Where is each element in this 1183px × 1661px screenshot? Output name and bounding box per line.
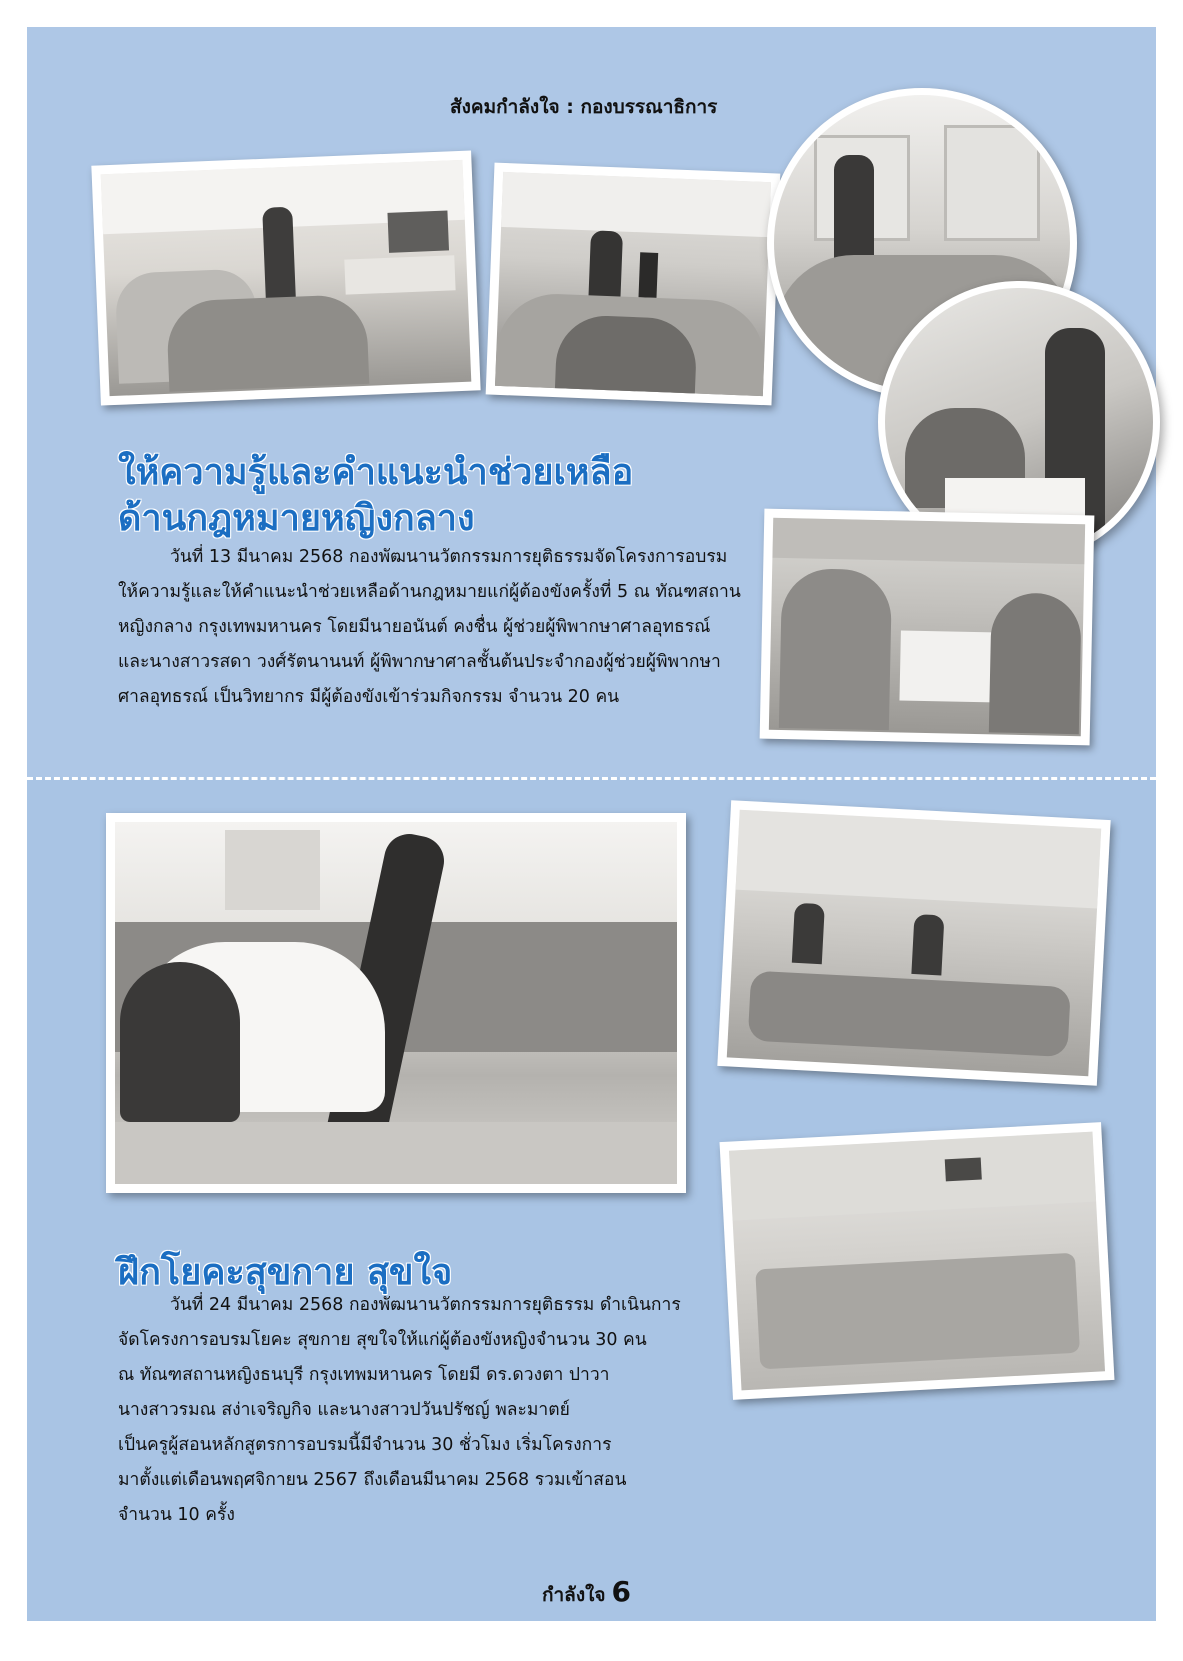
article2-body-line: มาตั้งแต่เดือนพฤศจิกายน 2567 ถึงเดือนมีนาคม 2568 รวมเข้าสอน [118, 1470, 627, 1490]
article2-body [118, 1288, 681, 1533]
article1-headline [118, 450, 633, 542]
page-number: 6 [611, 1575, 631, 1608]
article1-body-line: วันที่ 13 มีนาคม 2568 กองพัฒนานวัตกรรมการยุติธรรมจัดโครงการอบรม [170, 547, 728, 567]
article1-headline-line1: ให้ความรู้และคำแนะนำช่วยเหลือ [118, 452, 634, 493]
article1-headline-line2: ด้านกฎหมายหญิงกลาง [118, 498, 475, 539]
photo-consultation [760, 509, 1095, 746]
article2-body-line: จำนวน 10 ครั้ง [118, 1505, 235, 1525]
article2-body-line: วันที่ 24 มีนาคม 2568 กองพัฒนานวัตกรรมการยุติธรรม ดำเนินการ [170, 1295, 681, 1315]
article1-body [118, 540, 741, 715]
page-footer [542, 1575, 631, 1610]
article1-body-line: หญิงกลาง กรุงเทพมหานคร โดยมีนายอนันต์ คงชื่น ผู้ช่วยผู้พิพากษาศาลอุทธรณ์ [118, 617, 711, 637]
photo-yoga-class-1 [717, 800, 1110, 1086]
article1-body-line: ให้ความรู้และให้คำแนะนำช่วยเหลือด้านกฎหมายแก่ผู้ต้องขังครั้งที่ 5 ณ ทัณฑสถาน [118, 582, 741, 602]
photo-lecture-1 [91, 150, 480, 405]
article2-body-line: เป็นครูผู้สอนหลักสูตรการอบรมนี้มีจำนวน 30 ชั่วโมง เริ่มโครงการ [118, 1435, 612, 1455]
section-divider [27, 777, 1156, 780]
article2-headline: ฝึกโยคะสุขกาย สุขใจ [118, 1252, 453, 1293]
article2-body-line: จัดโครงการอบรมโยคะ สุขกาย สุขใจให้แก่ผู้ต้องขังหญิงจำนวน 30 คน [118, 1330, 647, 1350]
photo-yoga-instructor [106, 813, 686, 1193]
article2-body-line: ณ ทัณฑสถานหญิงธนบุรี กรุงเทพมหานคร โดยมี ดร.ดวงตา ปาวา [118, 1365, 610, 1385]
article2-body-line: นางสาวรมณ สง่าเจริญกิจ และนางสาวปวันปรัชญ์ พละมาตย์ [118, 1400, 570, 1420]
footer-label: กำลังใจ [542, 1584, 606, 1606]
photo-yoga-class-2 [720, 1122, 1115, 1400]
article1-body-line: ศาลอุทธรณ์ เป็นวิทยากร มีผู้ต้องขังเข้าร่วมกิจกรรม จำนวน 20 คน [118, 687, 620, 707]
photo-lecture-2 [486, 163, 781, 406]
article1-body-line: และนางสาวรสดา วงศ์รัตนานนท์ ผู้พิพากษาศาลชั้นต้นประจำกองผู้ช่วยผู้พิพากษา [118, 652, 721, 672]
section-header: สังคมกำลังใจ : กองบรรณาธิการ [450, 96, 718, 118]
